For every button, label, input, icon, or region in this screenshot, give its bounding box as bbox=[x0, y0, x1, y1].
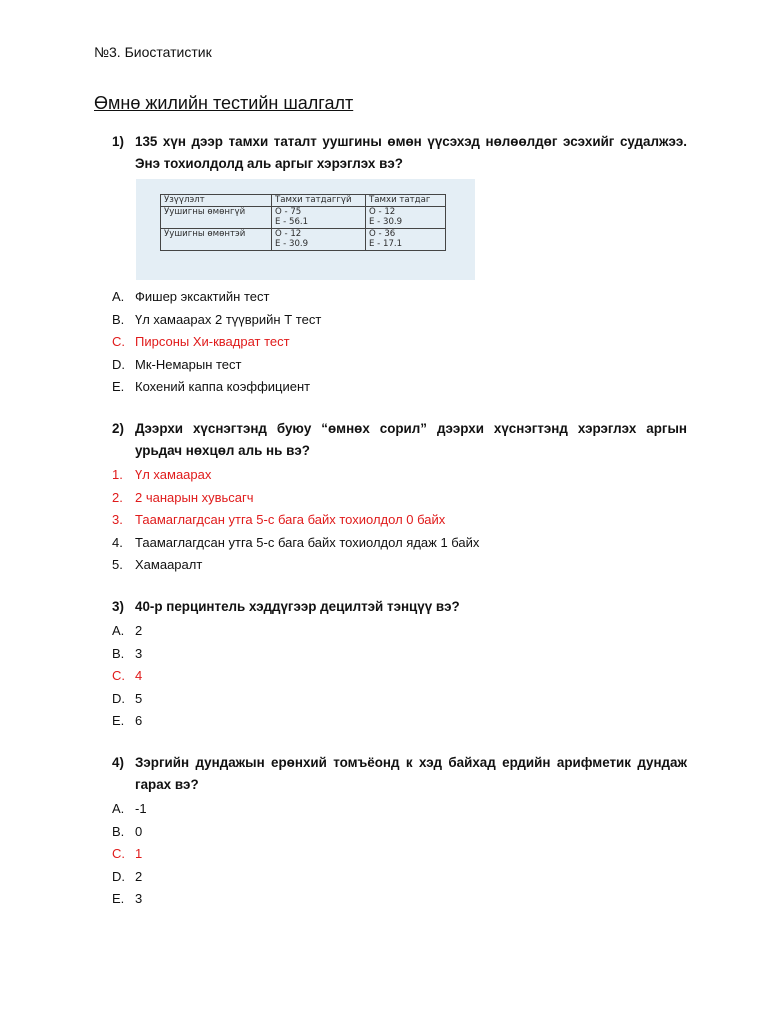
answer-option bbox=[112, 798, 687, 821]
option-text: Таамаглагдсан утга 5-с бага байх тохиолдол ядаж 1 байх bbox=[135, 534, 480, 550]
answer-options bbox=[112, 620, 687, 733]
expected-value: E - 30.9 bbox=[369, 217, 403, 227]
option-marker: B. bbox=[112, 311, 125, 327]
section-title: Өмнө жилийн тестийн шалгалт bbox=[94, 93, 354, 113]
table-cell bbox=[366, 228, 446, 250]
question-number: 1) bbox=[112, 134, 124, 149]
table-row-label: Уушигны өмөнгүй bbox=[161, 206, 272, 228]
answer-options bbox=[112, 286, 687, 399]
table-row bbox=[161, 228, 446, 250]
table-row bbox=[161, 206, 446, 228]
option-marker: 3. bbox=[112, 512, 123, 527]
option-text: Мк-Немарын тест bbox=[135, 356, 242, 372]
question-text: Дээрхи хүснэгтэнд буюу “өмнөх сорил” дээрхи хүснэгтэнд хэрэглэх аргын урьдач нөхцөл аль нь вэ? bbox=[135, 421, 687, 458]
option-marker: E. bbox=[112, 713, 125, 728]
question-4 bbox=[112, 752, 687, 911]
question-3 bbox=[112, 596, 687, 733]
option-marker: C. bbox=[112, 668, 125, 683]
option-text: Таамаглагдсан утга 5-с бага байх тохиолдол 0 байх bbox=[135, 512, 446, 527]
question-text: 40-р перцинтель хэддүгээр децилтэй тэнцүү вэ? bbox=[135, 599, 460, 614]
answer-option bbox=[112, 821, 687, 844]
answer-option-correct bbox=[112, 509, 687, 532]
contingency-table-figure bbox=[136, 179, 475, 280]
question-number: 3) bbox=[112, 599, 124, 614]
table-header-cell: Тамхи татдаггүй bbox=[272, 195, 366, 207]
option-marker: C. bbox=[112, 334, 125, 349]
option-text: Фишер эксактийн тест bbox=[135, 289, 270, 304]
option-marker: D. bbox=[112, 356, 125, 372]
answer-option-correct bbox=[112, 665, 687, 688]
table-header-cell: Узүүлэлт bbox=[161, 195, 272, 207]
answer-option bbox=[112, 620, 687, 643]
question-number: 4) bbox=[112, 755, 124, 770]
question-1 bbox=[112, 131, 687, 175]
table-cell bbox=[366, 206, 446, 228]
option-marker: A. bbox=[112, 623, 125, 638]
option-text: 2 bbox=[135, 868, 143, 884]
expected-value: E - 56.1 bbox=[275, 217, 309, 227]
option-text: 6 bbox=[135, 713, 143, 728]
answer-option bbox=[112, 688, 687, 711]
answer-option bbox=[112, 554, 687, 577]
option-text: 3 bbox=[135, 645, 143, 661]
expected-value: E - 17.1 bbox=[369, 239, 403, 249]
option-text: Хамааралт bbox=[135, 557, 203, 572]
option-marker: 5. bbox=[112, 557, 123, 572]
expected-value: E - 30.9 bbox=[275, 239, 309, 249]
question-text: Зэргийн дундажын ерөнхий томъёонд к хэд байхад ердийн арифметик дундаж гарах вэ? bbox=[135, 755, 687, 792]
option-marker: A. bbox=[112, 801, 125, 816]
option-text: 0 bbox=[135, 823, 143, 839]
answer-option bbox=[112, 710, 687, 733]
question-text: 135 хүн дээр тамхи таталт уушгины өмөн үүсэхэд нөлөөлдөг эсэхийг судалжээ. Энэ тохиолдолд аль аргыг хэрэглэх вэ? bbox=[135, 134, 687, 171]
question-2 bbox=[112, 418, 687, 577]
question-1-options bbox=[112, 284, 687, 399]
table-row-label: Уушигны өмөнтэй bbox=[161, 228, 272, 250]
observed-value: O - 75 bbox=[275, 206, 302, 217]
observed-value: O - 36 bbox=[369, 228, 396, 239]
answer-option bbox=[112, 376, 687, 399]
option-text: Үл хамаарах 2 түүврийн Т тест bbox=[135, 311, 322, 327]
option-text: Пирсоны Хи-квадрат тест bbox=[135, 334, 290, 349]
observed-value: O - 12 bbox=[275, 228, 302, 239]
answer-option-correct bbox=[112, 487, 687, 510]
observed-value: O - 12 bbox=[369, 206, 396, 217]
option-text: 2 bbox=[135, 623, 143, 638]
option-marker: B. bbox=[112, 823, 125, 839]
table-header-row bbox=[161, 195, 446, 207]
option-marker: A. bbox=[112, 289, 125, 304]
answer-options bbox=[112, 798, 687, 911]
table-cell bbox=[272, 206, 366, 228]
option-marker: D. bbox=[112, 868, 125, 884]
answer-option bbox=[112, 354, 687, 377]
option-text: Үл хамаарах bbox=[135, 467, 212, 482]
answer-option bbox=[112, 888, 687, 911]
answer-options bbox=[112, 464, 687, 577]
page-header: №3. Биостатистик bbox=[94, 44, 212, 60]
table-header-cell: Тамхи татдаг bbox=[366, 195, 446, 207]
option-marker: 1. bbox=[112, 467, 123, 482]
answer-option bbox=[112, 309, 687, 332]
option-text: Кохений каппа коэффициент bbox=[135, 379, 311, 394]
option-text: 2 чанарын хувьсагч bbox=[135, 489, 254, 505]
answer-option-correct bbox=[112, 331, 687, 354]
contingency-table bbox=[160, 194, 446, 251]
option-marker: 2. bbox=[112, 489, 123, 505]
option-marker: E. bbox=[112, 379, 125, 394]
option-text: 5 bbox=[135, 690, 143, 706]
answer-option-correct bbox=[112, 843, 687, 866]
option-text: 3 bbox=[135, 891, 143, 906]
table-cell bbox=[272, 228, 366, 250]
option-marker: B. bbox=[112, 645, 125, 661]
option-text: 1 bbox=[135, 846, 143, 861]
answer-option bbox=[112, 532, 687, 555]
option-marker: C. bbox=[112, 846, 125, 861]
answer-option bbox=[112, 643, 687, 666]
option-text: -1 bbox=[135, 801, 147, 816]
option-marker: 4. bbox=[112, 534, 123, 550]
option-marker: D. bbox=[112, 690, 125, 706]
question-number: 2) bbox=[112, 421, 124, 436]
answer-option-correct bbox=[112, 464, 687, 487]
answer-option bbox=[112, 866, 687, 889]
answer-option bbox=[112, 286, 687, 309]
option-text: 4 bbox=[135, 668, 143, 683]
option-marker: E. bbox=[112, 891, 125, 906]
